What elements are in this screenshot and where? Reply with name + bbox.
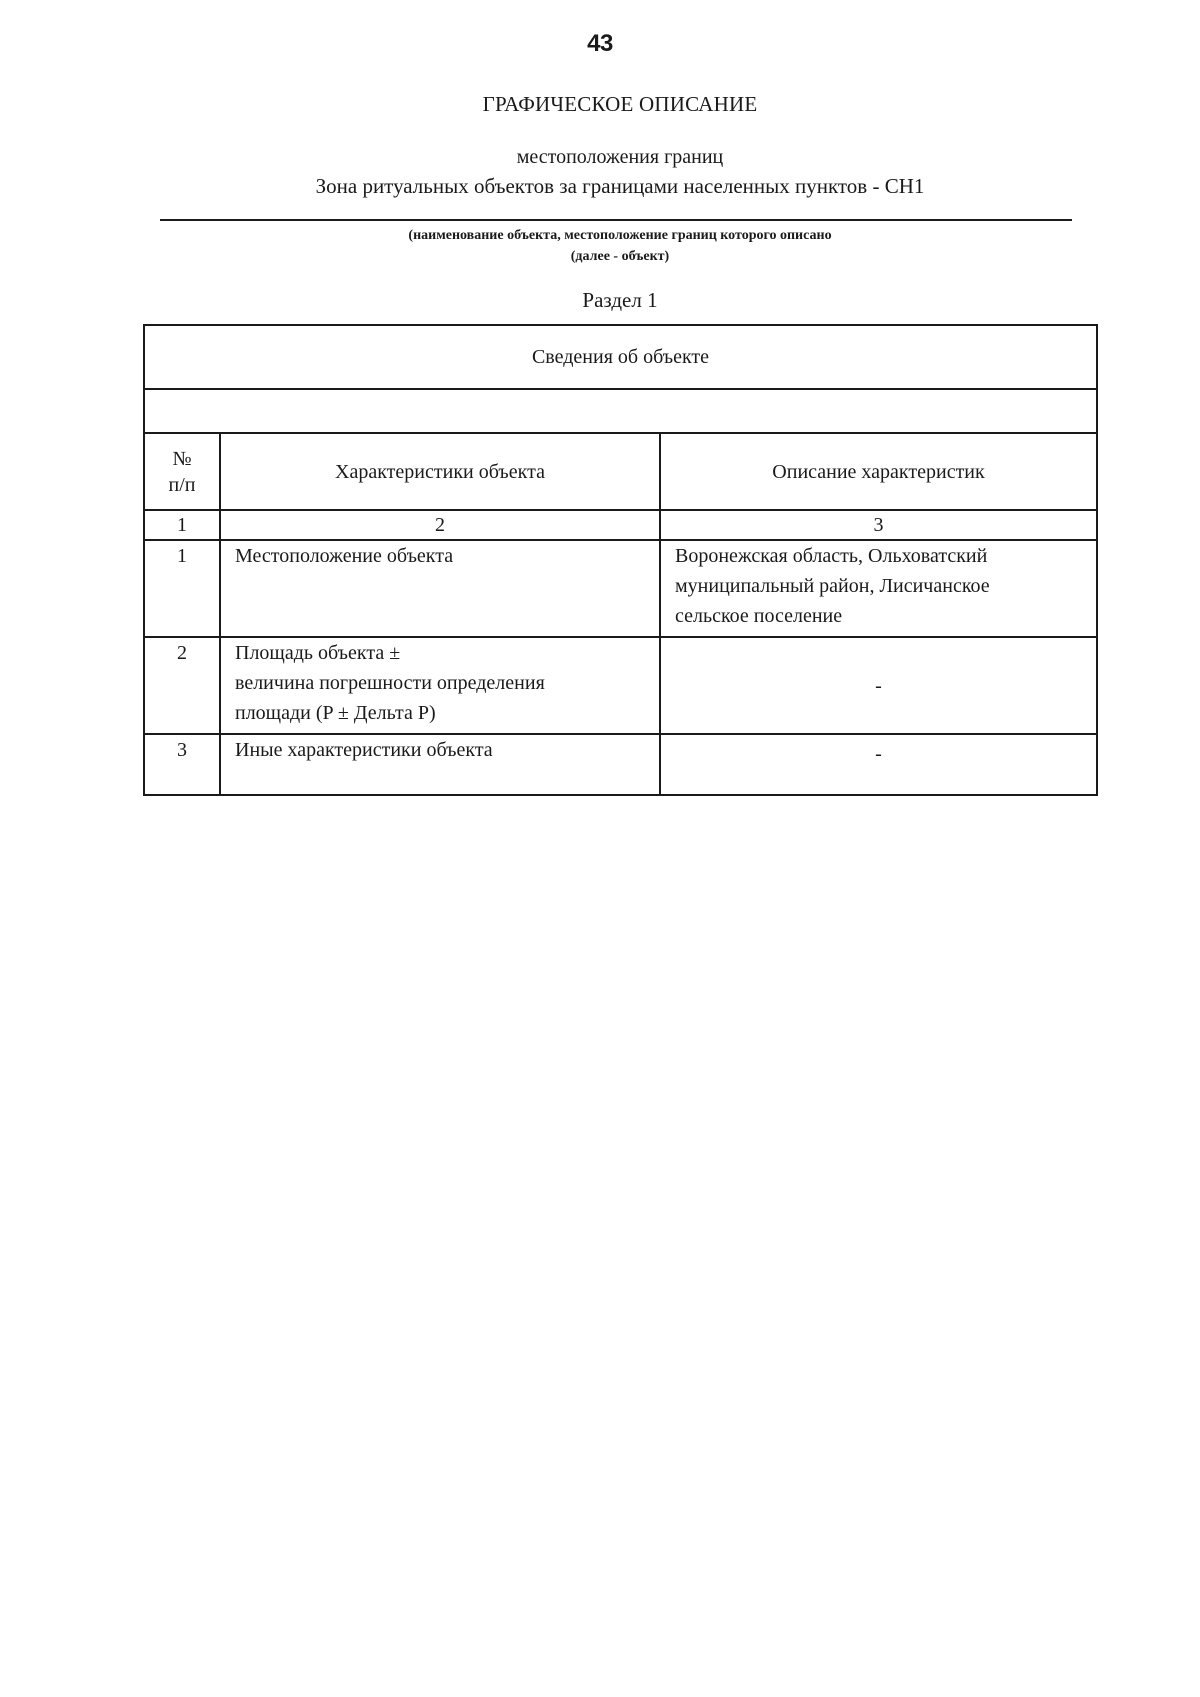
section-label: Раздел 1 bbox=[582, 288, 658, 312]
table-caption: Сведения об объекте bbox=[144, 325, 1097, 389]
header-num bbox=[144, 433, 220, 510]
text-line: муниципальный район, Лисичанское bbox=[675, 575, 990, 597]
document-title: ГРАФИЧЕСКОЕ ОПИСАНИЕ bbox=[482, 92, 758, 116]
row-description: - bbox=[660, 637, 1097, 734]
table-header-row bbox=[144, 433, 1097, 510]
object-name: Зона ритуальных объектов за границами населенных пунктов - СН1 bbox=[315, 174, 925, 198]
text-line: Площадь объекта ± bbox=[235, 642, 401, 664]
row-number: 3 bbox=[144, 734, 220, 795]
row-characteristic bbox=[220, 637, 660, 734]
column-number: 1 bbox=[144, 510, 220, 540]
hint-line: (далее - объект) bbox=[570, 249, 670, 264]
row-characteristic bbox=[220, 734, 660, 795]
blank-cell bbox=[144, 389, 1097, 433]
row-number: 1 bbox=[144, 540, 220, 637]
table-blank-row bbox=[144, 389, 1097, 433]
text-line: Воронежская область, Ольховатский bbox=[675, 545, 988, 567]
object-name-underline bbox=[160, 219, 1072, 221]
text-line: Местоположение объекта bbox=[235, 545, 454, 567]
hint-line: (наименование объекта, местоположение границ которого описано bbox=[408, 228, 832, 243]
table-caption-row bbox=[144, 325, 1097, 389]
object-info-table bbox=[143, 324, 1098, 796]
page-number: 43 bbox=[587, 30, 613, 57]
table-row bbox=[144, 637, 1097, 734]
column-number: 2 bbox=[220, 510, 660, 540]
table-row bbox=[144, 540, 1097, 637]
column-number-row bbox=[144, 510, 1097, 540]
header-num-abbr: п/п bbox=[168, 473, 196, 496]
header-characteristics: Характеристики объекта bbox=[220, 433, 660, 510]
column-number: 3 bbox=[660, 510, 1097, 540]
text-line: сельское поселение bbox=[675, 605, 843, 627]
table-row bbox=[144, 734, 1097, 795]
row-characteristic bbox=[220, 540, 660, 637]
document-subtitle: местоположения границ bbox=[516, 146, 724, 168]
text-line: площади (P ± Дельта P) bbox=[235, 702, 436, 724]
row-description bbox=[660, 540, 1097, 637]
text-line: величина погрешности определения bbox=[235, 672, 545, 694]
header-num-symbol: № bbox=[172, 447, 192, 470]
header-description: Описание характеристик bbox=[660, 433, 1097, 510]
text-line: Иные характеристики объекта bbox=[235, 739, 493, 761]
row-description: - bbox=[660, 734, 1097, 795]
object-name-hint bbox=[0, 225, 1200, 267]
row-number: 2 bbox=[144, 637, 220, 734]
